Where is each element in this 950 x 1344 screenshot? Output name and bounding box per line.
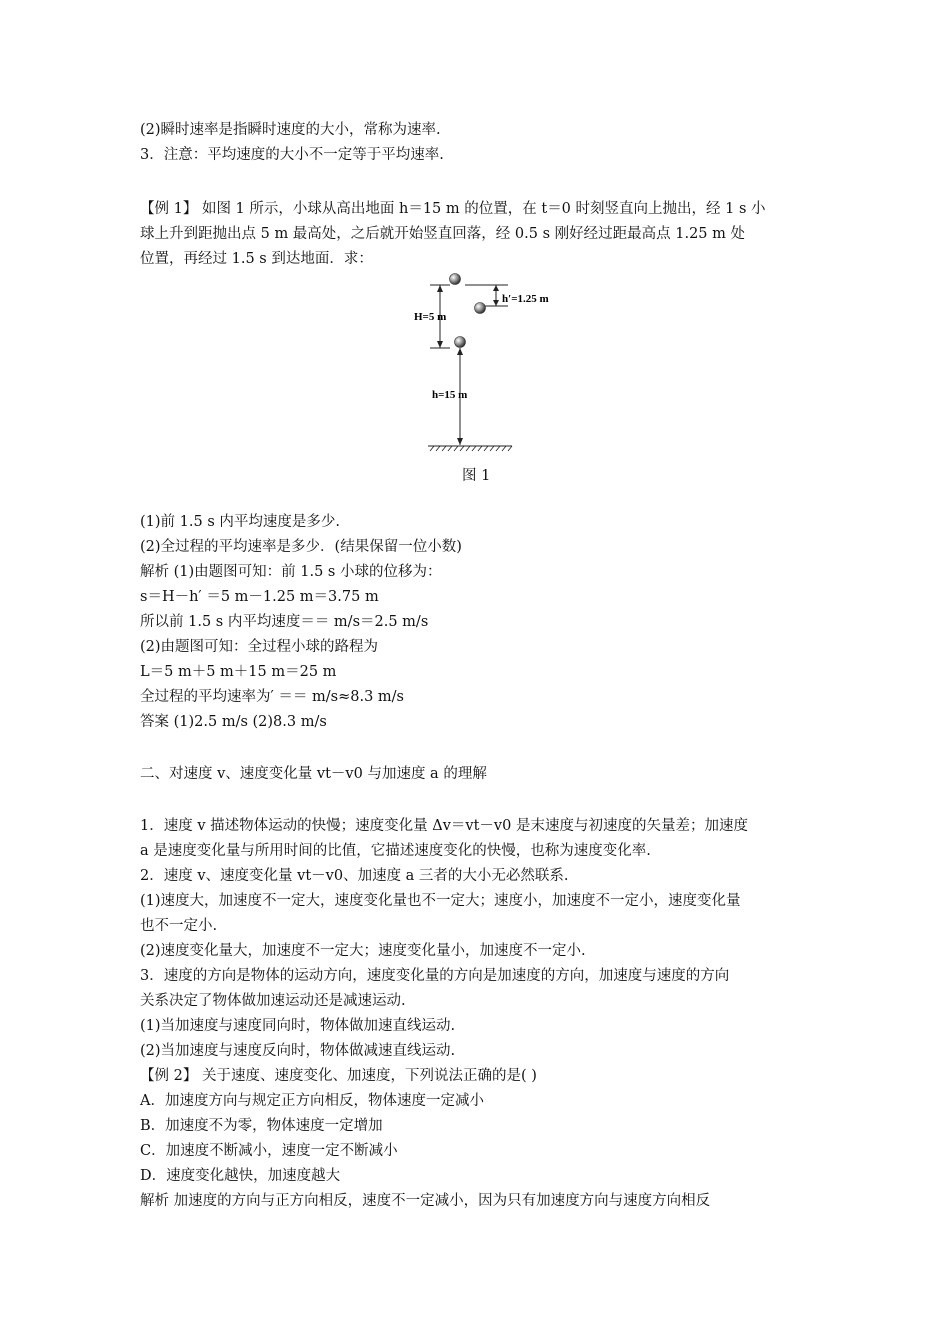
text-line: 全过程的平均速率为′ ＝＝ m/s≈8.3 m/s — [140, 689, 404, 705]
arrowhead — [437, 285, 443, 292]
text-line: (2)瞬时速率是指瞬时速度的大小，常称为速率. — [140, 122, 441, 138]
label-h: h=15 m — [432, 389, 468, 401]
answer-line: 答案 (1)2.5 m/s (2)8.3 m/s — [140, 714, 327, 730]
text-line: 2．速度 v、速度变化量 vt－v0、加速度 a 三者的大小无必然联系. — [140, 868, 569, 884]
option-b: B．加速度不为零，物体速度一定增加 — [140, 1118, 383, 1134]
ground-hatching — [430, 446, 512, 451]
figure-caption: 图 1 — [462, 468, 491, 484]
analysis-line: 解析 (1)由题图可知：前 1.5 s 小球的位移为： — [140, 564, 442, 580]
text-line: a 是速度变化量与所用时间的比值，它描述速度变化的快慢，也称为速度变化率. — [140, 843, 651, 859]
text-line: 位置，再经过 1.5 s 到达地面．求： — [140, 251, 373, 267]
label-h-prime: h′=1.25 m — [502, 293, 549, 305]
ball-trajectory-diagram — [414, 270, 580, 470]
text-line: 1．速度 v 描述物体运动的快慢；速度变化量 Δv＝vt－v0 是末速度与初速度的矢量差；加速度 — [140, 818, 748, 834]
ball-middle — [475, 303, 486, 314]
arrowhead — [457, 348, 463, 355]
option-c: C．加速度不断减小，速度一定不断减小 — [140, 1143, 398, 1159]
arrowhead — [493, 285, 499, 291]
text-line: (2)当加速度与速度反向时，物体做减速直线运动. — [140, 1043, 456, 1059]
text-line: (2)由题图可知：全过程小球的路程为 — [140, 639, 379, 655]
label-H: H=5 m — [414, 311, 447, 323]
ball-start — [455, 337, 466, 348]
text-line: 也不一定小. — [140, 918, 218, 934]
arrowhead — [457, 438, 463, 445]
text-line: (2)速度变化量大，加速度不一定大；速度变化量小，加速度不一定小. — [140, 943, 586, 959]
question-2: (2)全过程的平均速率是多少．(结果保留一位小数) — [140, 539, 462, 555]
text-line: 球上升到距抛出点 5 m 最高处，之后就开始竖直回落，经 0.5 s 刚好经过距最高点 1.25 m 处 — [140, 226, 745, 242]
arrowhead — [493, 300, 499, 306]
ball-top — [450, 274, 461, 285]
text-line: 所以前 1.5 s 内平均速度＝＝ m/s＝2.5 m/s — [140, 614, 429, 630]
text-line: 3．注意：平均速度的大小不一定等于平均速率. — [140, 147, 444, 163]
formula-line: L＝5 m＋5 m＋15 m＝25 m — [140, 664, 337, 680]
text-line: 3．速度的方向是物体的运动方向，速度变化量的方向是加速度的方向，加速度与速度的方向 — [140, 968, 730, 984]
section-heading: 二、对速度 v、速度变化量 vt－v0 与加速度 a 的理解 — [140, 766, 487, 782]
formula-line: s＝H－h′ ＝5 m－1.25 m＝3.75 m — [140, 589, 379, 605]
text-line: (1)速度大，加速度不一定大，速度变化量也不一定大；速度小，加速度不一定小，速度变化量 — [140, 893, 741, 909]
text-line: 关系决定了物体做加速运动还是减速运动. — [140, 993, 406, 1009]
option-a: A．加速度方向与规定正方向相反，物体速度一定减小 — [140, 1093, 484, 1109]
question-1: (1)前 1.5 s 内平均速度是多少. — [140, 514, 340, 530]
example-2-heading: 【例 2】 关于速度、速度变化、加速度，下列说法正确的是( ) — [140, 1068, 537, 1084]
example-1-heading: 【例 1】 如图 1 所示，小球从高出地面 h＝15 m 的位置，在 t＝0 时刻竖直向上抛出，经 1 s 小 — [140, 201, 766, 217]
analysis-line: 解析 加速度的方向与正方向相反，速度不一定减小，因为只有加速度方向与速度方向相反 — [140, 1193, 711, 1209]
option-d: D．速度变化越快，加速度越大 — [140, 1168, 341, 1184]
arrowhead — [437, 341, 443, 348]
text-line: (1)当加速度与速度同向时，物体做加速直线运动. — [140, 1018, 456, 1034]
